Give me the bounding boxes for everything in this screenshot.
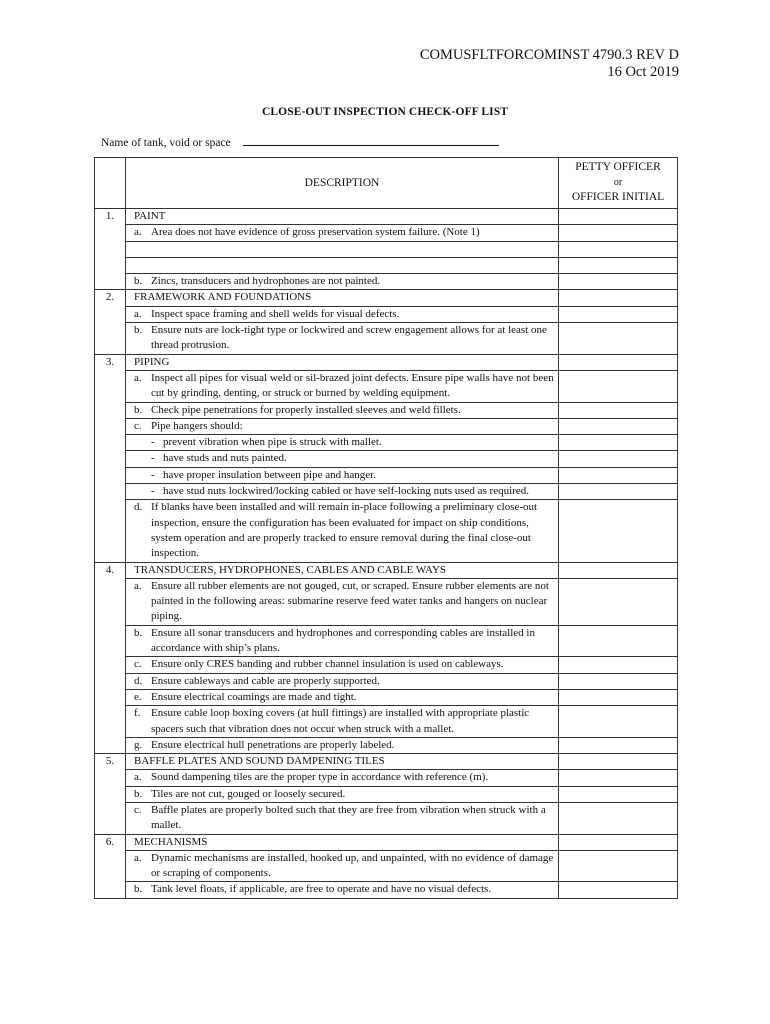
table-row: [95, 418, 678, 434]
initial-cell[interactable]: [559, 500, 678, 562]
item-letter: a.: [134, 771, 142, 784]
row-number-cell: 5.: [95, 754, 126, 770]
item-text: have stud nuts lockwired/locking cabled or have self-locking nuts used as required.: [163, 485, 529, 498]
item-text: Tiles are not cut, gouged or loosely secured.: [151, 787, 346, 800]
item-text: Inspect all pipes for visual weld or sil-brazed joint defects. Ensure pipe walls have not been cut by grinding, denting, or struck or burned by welding equipment.: [151, 371, 554, 400]
row-description-cell: [126, 225, 559, 241]
table-body: [95, 209, 678, 899]
section-heading: PAINT: [134, 210, 166, 222]
table-row: [95, 484, 678, 500]
initial-cell[interactable]: [559, 754, 678, 770]
header-initial-or: or: [613, 177, 623, 188]
row-description-cell: [126, 402, 559, 418]
item-letter: a.: [134, 851, 142, 864]
initial-cell[interactable]: [559, 834, 678, 850]
sub-item: [134, 323, 554, 354]
section-heading: TRANSDUCERS, HYDROPHONES, CABLES AND CABLE WAYS: [134, 563, 447, 576]
table-row: [95, 770, 678, 786]
table-row: [95, 657, 678, 673]
initial-cell[interactable]: [559, 274, 678, 290]
header-number-cell: [95, 158, 126, 209]
section-heading: MECHANISMS: [134, 835, 208, 848]
row-number-cell: [95, 850, 126, 882]
row-description-cell: [126, 418, 559, 434]
sub-item: [134, 403, 554, 418]
item-letter: b.: [134, 275, 143, 288]
row-description-cell: [126, 834, 559, 850]
initial-cell[interactable]: [559, 354, 678, 370]
table-row: [95, 882, 678, 898]
table-row: [95, 625, 678, 657]
item-letter: c.: [134, 419, 142, 432]
header-initial: [559, 158, 678, 209]
item-text: Pipe hangers should:: [151, 419, 243, 432]
row-number-cell: [95, 467, 126, 483]
item-text: have proper insulation between pipe and hanger.: [163, 468, 376, 481]
initial-cell[interactable]: [559, 673, 678, 689]
row-number-cell: [95, 323, 126, 355]
row-number-cell: [95, 484, 126, 500]
table-row: [95, 500, 678, 562]
row-description-cell: [126, 754, 559, 770]
sub-item: [134, 579, 554, 625]
row-description-cell: [126, 802, 559, 834]
item-letter: f.: [134, 707, 141, 720]
row-number-cell: 3.: [95, 354, 126, 370]
section-heading: FRAMEWORK AND FOUNDATIONS: [134, 291, 312, 304]
dash-item: [134, 468, 554, 483]
row-description-cell: [126, 354, 559, 370]
initial-cell[interactable]: [559, 418, 678, 434]
table-row: [95, 290, 678, 306]
item-letter: a.: [134, 226, 142, 239]
row-description-cell: [126, 290, 559, 306]
row-number-cell: [95, 451, 126, 467]
dash-item: [134, 451, 554, 466]
row-number-cell: [95, 370, 126, 402]
item-text: Sound dampening tiles are the proper type in accordance with reference (m).: [151, 771, 489, 784]
initial-cell[interactable]: [559, 323, 678, 355]
sub-item: [134, 787, 554, 802]
item-letter: d.: [134, 501, 143, 514]
table-row: [95, 257, 678, 273]
initial-cell[interactable]: [559, 562, 678, 578]
item-text: Ensure electrical coamings are made and tight.: [151, 690, 357, 703]
dash-item: [134, 484, 554, 499]
sub-item: [134, 770, 554, 785]
row-number-cell: [95, 578, 126, 625]
row-number-cell: 1.: [95, 209, 126, 225]
table-row: [95, 754, 678, 770]
item-text: Tank level floats, if applicable, are free to operate and have no visual defects.: [151, 883, 492, 896]
initial-cell[interactable]: [559, 484, 678, 500]
sub-item: [134, 674, 554, 689]
dash-item: [134, 435, 554, 450]
sub-item: [134, 657, 554, 672]
table-row: [95, 802, 678, 834]
row-description-cell: [126, 882, 559, 898]
initial-cell[interactable]: [559, 737, 678, 753]
item-letter: b.: [134, 324, 143, 337]
item-letter: g.: [134, 738, 143, 751]
initial-cell[interactable]: [559, 435, 678, 451]
item-text: Dynamic mechanisms are installed, hooked up, and unpainted, with no evidence of damage or scraping of components.: [151, 851, 554, 880]
header-description: DESCRIPTION: [126, 158, 559, 209]
item-text: Ensure all rubber elements are not gouged, cut, or scraped. Ensure rubber elements are not painted in the following areas: submarine reserve feed water tanks and hangers on nuclear piping.: [151, 579, 549, 623]
initial-cell[interactable]: [559, 882, 678, 898]
item-text: Ensure cableways and cable are properly supported.: [151, 674, 380, 687]
initial-cell[interactable]: [559, 290, 678, 306]
row-number-cell: [95, 306, 126, 322]
table-row: [95, 737, 678, 753]
table-row: [95, 354, 678, 370]
sub-item: [134, 738, 554, 753]
item-letter: e.: [134, 690, 142, 703]
table-row: [95, 834, 678, 850]
row-description-cell: [126, 257, 559, 273]
page-title: CLOSE-OUT INSPECTION CHECK-OFF LIST: [261, 106, 508, 118]
table-row: [95, 706, 678, 738]
row-number-cell: [95, 402, 126, 418]
table-row: [95, 306, 678, 322]
row-number-cell: [95, 786, 126, 802]
table-row: [95, 673, 678, 689]
item-text: Check pipe penetrations for properly installed sleeves and weld fillets.: [151, 403, 461, 416]
row-number-cell: [95, 274, 126, 290]
row-number-cell: [95, 770, 126, 786]
initial-cell[interactable]: [559, 786, 678, 802]
table-row: [95, 274, 678, 290]
header-initial-line2: OFFICER INITIAL: [571, 191, 665, 203]
sub-item: [134, 626, 554, 657]
row-number-cell: 4.: [95, 562, 126, 578]
initial-cell[interactable]: [559, 578, 678, 625]
row-number-cell: [95, 257, 126, 273]
table-header-row: [95, 158, 678, 209]
item-letter: b.: [134, 403, 143, 416]
row-description-cell: [126, 689, 559, 705]
item-text: Zincs, transducers and hydrophones are not painted.: [151, 275, 381, 288]
row-description-cell: [126, 562, 559, 578]
doc-number: COMUSFLTFORCOMINST 4790.3 REV D: [419, 47, 679, 63]
row-number-cell: [95, 241, 126, 257]
initial-cell[interactable]: [559, 657, 678, 673]
item-letter: a.: [134, 371, 142, 384]
initial-cell[interactable]: [559, 467, 678, 483]
row-description-cell: [126, 435, 559, 451]
initial-cell[interactable]: [559, 451, 678, 467]
table-row: [95, 786, 678, 802]
row-description-cell: [126, 274, 559, 290]
row-description-cell: [126, 578, 559, 625]
row-description-cell: [126, 370, 559, 402]
row-description-cell: [126, 737, 559, 753]
item-letter: a.: [134, 307, 142, 320]
item-text: Ensure all sonar transducers and hydrophones and corresponding cables are installed in accordance with ship’s plans.: [151, 626, 535, 655]
table-row: [95, 562, 678, 578]
dash-mark: -: [151, 485, 155, 498]
row-number-cell: [95, 673, 126, 689]
row-description-cell: [126, 673, 559, 689]
doc-date: 16 Oct 2019: [607, 64, 679, 80]
table-row: [95, 402, 678, 418]
initial-cell[interactable]: [559, 209, 678, 225]
section-heading: BAFFLE PLATES AND SOUND DAMPENING TILES: [134, 755, 385, 768]
name-field-row: [101, 136, 499, 149]
table-row: [95, 323, 678, 355]
item-text: If blanks have been installed and will remain in-place following a preliminary close-out inspection, ensure the configuration has been evaluated for impact on ship conditions, system operation and are properly tracked to ensure removal during the final close-out inspection.: [151, 501, 538, 560]
checkoff-table: [94, 157, 678, 899]
item-text: Ensure cable loop boxing covers (at hull fittings) are installed with appropriate plastic spacers such that vibration does not occur when struck with a mallet.: [151, 707, 530, 735]
row-description-cell: [126, 625, 559, 657]
row-description-cell: [126, 323, 559, 355]
item-letter: b.: [134, 626, 143, 639]
row-number-cell: [95, 435, 126, 451]
table-row: [95, 435, 678, 451]
table-row: [95, 850, 678, 882]
initial-cell[interactable]: [559, 370, 678, 402]
dash-mark: -: [151, 468, 155, 481]
table-row: [95, 225, 678, 241]
initial-cell[interactable]: [559, 241, 678, 257]
table-row: [95, 451, 678, 467]
item-letter: c.: [134, 658, 142, 671]
sub-item: [134, 851, 554, 882]
row-description-cell: [126, 706, 559, 738]
row-number-cell: [95, 882, 126, 898]
document-header: [420, 47, 679, 81]
initial-cell[interactable]: [559, 225, 678, 241]
item-letter: b.: [134, 883, 143, 896]
item-text: have studs and nuts painted.: [163, 452, 287, 465]
initial-cell[interactable]: [559, 306, 678, 322]
table-row: [95, 578, 678, 625]
row-description-cell: [126, 484, 559, 500]
item-letter: a.: [134, 579, 142, 592]
initial-cell[interactable]: [559, 257, 678, 273]
item-text: Baffle plates are properly bolted such that they are free from vibration when struck with a mallet.: [151, 803, 546, 832]
item-text: prevent vibration when pipe is struck with mallet.: [163, 436, 382, 449]
initial-cell[interactable]: [559, 689, 678, 705]
item-text: Ensure electrical hull penetrations are properly labeled.: [151, 738, 395, 751]
row-number-cell: [95, 625, 126, 657]
initial-cell[interactable]: [559, 770, 678, 786]
initial-cell[interactable]: [559, 850, 678, 882]
table-row: [95, 209, 678, 225]
row-description-cell: [126, 209, 559, 225]
sub-item: [134, 690, 554, 705]
name-label: Name of tank, void or space: [101, 137, 231, 149]
row-description-cell: [126, 850, 559, 882]
name-blank-line[interactable]: [243, 136, 499, 146]
sub-item: [134, 307, 554, 322]
item-letter: b.: [134, 787, 143, 800]
row-number-cell: 2.: [95, 290, 126, 306]
row-number-cell: [95, 689, 126, 705]
table-row: [95, 467, 678, 483]
row-description-cell: [126, 657, 559, 673]
sub-item: [134, 274, 554, 289]
row-description-cell: [126, 786, 559, 802]
initial-cell[interactable]: [559, 706, 678, 738]
sub-item: [134, 371, 554, 402]
row-description-cell: [126, 451, 559, 467]
dash-mark: -: [151, 436, 155, 449]
row-description-cell: [126, 770, 559, 786]
initial-cell[interactable]: [559, 625, 678, 657]
row-number-cell: 6.: [95, 834, 126, 850]
table-row: [95, 689, 678, 705]
item-text: Inspect space framing and shell welds for visual defects.: [151, 307, 400, 320]
sub-item: [134, 882, 554, 897]
dash-mark: -: [151, 452, 155, 465]
item-text: Area does not have evidence of gross preservation system failure. (Note 1): [151, 226, 480, 239]
row-description-cell: [126, 500, 559, 562]
table-row: [95, 241, 678, 257]
section-heading: PIPING: [134, 355, 170, 368]
item-text: Ensure nuts are lock-tight type or lockwired and screw engagement allows for at least one thread protrusion.: [151, 324, 547, 352]
table-row: [95, 370, 678, 402]
header-initial-line1: PETTY OFFICER: [575, 161, 661, 173]
item-letter: c.: [134, 803, 142, 816]
row-number-cell: [95, 500, 126, 562]
row-number-cell: [95, 706, 126, 738]
row-number-cell: [95, 802, 126, 834]
initial-cell[interactable]: [559, 802, 678, 834]
sub-item: [134, 419, 554, 434]
row-number-cell: [95, 418, 126, 434]
row-description-cell: [126, 306, 559, 322]
sub-item: [134, 706, 554, 737]
item-letter: d.: [134, 674, 143, 687]
item-text: Ensure only CRES banding and rubber channel insulation is used on cableways.: [151, 658, 504, 671]
row-number-cell: [95, 225, 126, 241]
row-number-cell: [95, 657, 126, 673]
sub-item: [134, 500, 554, 561]
row-description-cell: [126, 241, 559, 257]
row-number-cell: [95, 737, 126, 753]
initial-cell[interactable]: [559, 402, 678, 418]
sub-item: [134, 225, 554, 240]
sub-item: [134, 803, 554, 834]
row-description-cell: [126, 467, 559, 483]
